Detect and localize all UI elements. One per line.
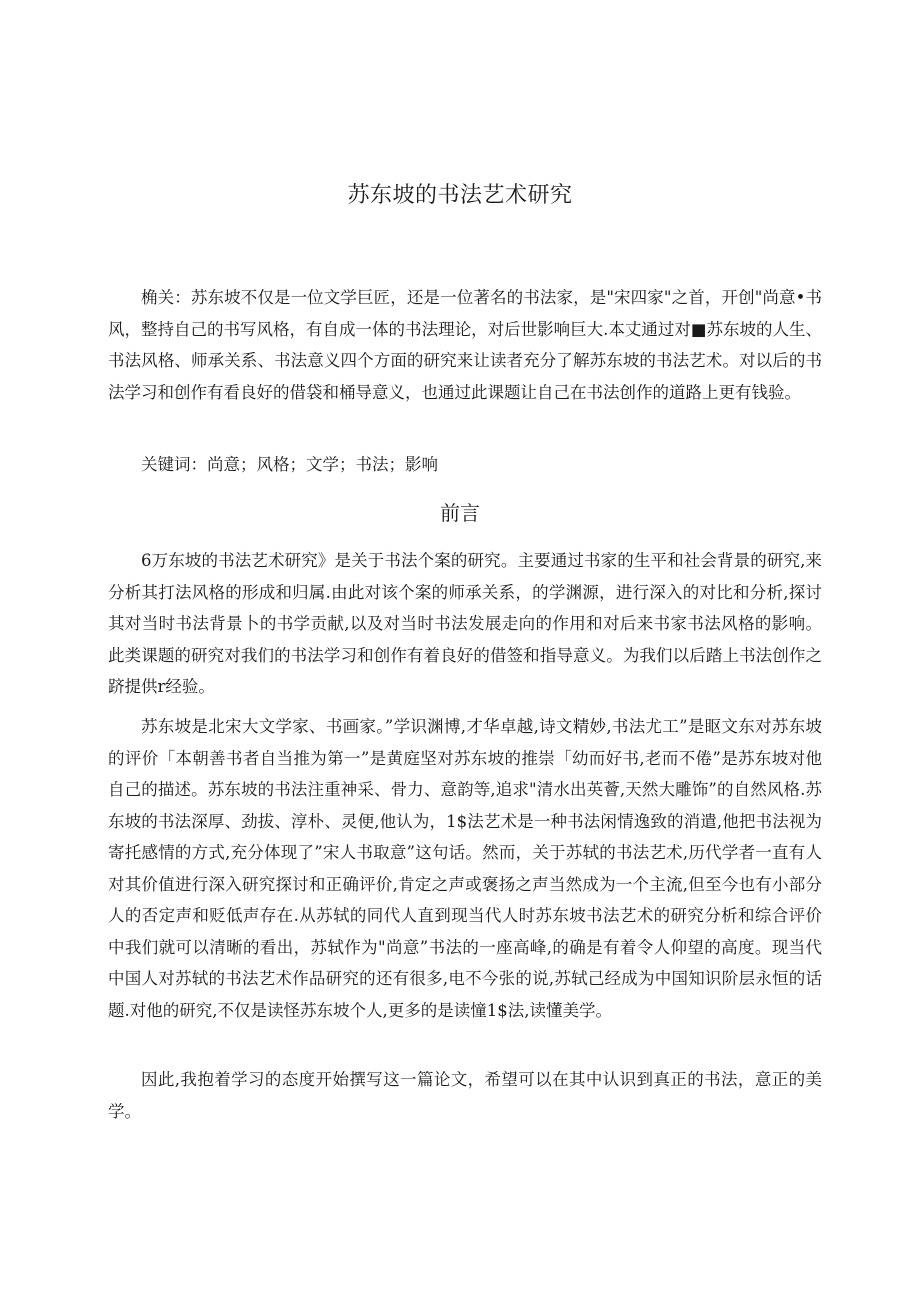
preface-heading: 前言 xyxy=(440,501,480,525)
body-paragraph-1: 6万东坡的书法艺术研究》是关于书法个案的研究。主要通过书家的生平和社会背景的研究,来分析其打法风格的形成和归属.由此对该个案的师承关系，的学渊源，进行深入的对比和分析,探讨其对当时书法背景卜的书学贡献,以及对当时书法发展走向的作用和对后来书家书法风格的影响。此类课题的研究对我们的书法学习和创作有着良好的借签和指导意义。为我们以后踏上书法创作之跻提供r经验。 xyxy=(108,551,822,696)
keywords-line: 关键词：尚意；风格；文学；书法；影响 xyxy=(141,455,438,474)
document-title: 苏东坡的书法艺术研究 xyxy=(347,183,573,208)
body-paragraph-2: 苏东坡是北宋大文学家、书画家。”学识渊博,才华卓越,诗文精妙,书法尤工”是眍文东对苏东坡的评价「本朝善书者自当推为第一”是黄庭坚对苏东坡的推崇「幼而好书,老而不倦”是苏东坡对他自己的描述。苏东坡的书法注重神采、骨力、意韵等,追求"清水出英薈,天然大雕饰”的自然风格.苏东坡的书法深厚、劲拔、淳朴、灵便,他认为，1$法艺术是一种书法闲情逸致的消遣,他把书法视为寄托感情的方式,充分体现了”宋人书取意”这句话。然而，关于苏轼的书法艺术,历代学者一直有人对其价值进行深入研究探讨和正确评价,肯定之声或褒扬之声当然成为一个主流,但至今也有小部分人的否定声和贬低声存在.从苏轼的同代人直到现当代人时苏东坡书法艺术的研究分析和综合评价中我们就可以清晰的看出，苏轼作为"尚意”书法的一座高峰,的确是有着令人仰望的高度。现当代中国人对苏轼的书法艺术作品研究的还有很多,电不今张的说,苏轼己经成为中国知识阶层永恒的话题.对他的研究,不仅是读怪苏东坡个人,更多的是读憧1$法,读懂美学。 xyxy=(108,717,822,1020)
body-paragraph-3: 因此,我抱着学习的态度开始撰写这一篇论文，希望可以在其中认识到真正的书法，意正的美学。 xyxy=(108,1070,822,1121)
abstract-paragraph: 桷关：苏东坡不仅是一位文学巨匠，还是一位著名的书法家，是"宋四家"之首，开创"尚意•书风，整持自己的书写风格，有自成一体的书法理论，对后世影响巨大.本丈通过对■苏东坡的人生、书法风格、师承关系、书法意义四个方面的研究来让读者充分了解苏东坡的书法艺术。对以后的书法学习和创作有看良好的借袋和桶导意义，也通过此课题让自己在书法创作的道路上更有钱验。 xyxy=(108,288,822,402)
